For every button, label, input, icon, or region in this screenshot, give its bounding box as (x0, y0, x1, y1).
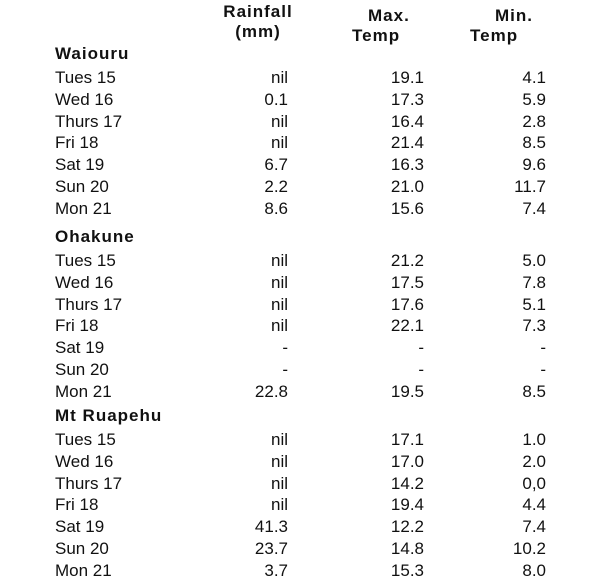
day-cell: Thurs 17 (55, 473, 123, 493)
min-temp-cell: 10.2 (512, 539, 546, 558)
max-temp-header (352, 6, 422, 46)
min-temp-cell: 8.5 (522, 381, 546, 401)
max-temp-cell: 22.1 (390, 316, 424, 336)
table-row (0, 198, 604, 220)
max-temp-cell: - (418, 360, 424, 379)
min-temp-cell: - (540, 338, 546, 358)
table-row (0, 89, 604, 111)
rainfall-cell: 6.7 (264, 155, 288, 175)
max-temp-cell: 15.6 (390, 198, 424, 218)
min-temp-header-line1: Min. (495, 6, 533, 25)
table-row (0, 359, 604, 381)
rainfall-cell: 0.1 (264, 89, 288, 109)
max-temp-header-line1: Max. (368, 6, 410, 25)
max-temp-cell: 21.2 (390, 251, 424, 270)
min-temp-cell: 2.8 (522, 111, 546, 131)
max-temp-cell: 12.2 (390, 517, 424, 537)
max-temp-cell: 17.5 (390, 272, 424, 292)
rainfall-cell: nil (270, 473, 288, 493)
rainfall-cell: nil (270, 294, 288, 314)
rainfall-cell: nil (270, 272, 288, 292)
rainfall-cell: nil (270, 430, 288, 449)
day-cell: Sun 20 (55, 177, 109, 196)
table-row (0, 337, 604, 359)
rainfall-cell: nil (270, 133, 288, 153)
day-cell: Thurs 17 (55, 294, 123, 314)
table-row (0, 154, 604, 176)
station-heading: Waiouru (55, 44, 130, 63)
rainfall-cell: nil (270, 495, 288, 515)
rainfall-cell: 8.6 (264, 198, 288, 218)
table-row (0, 250, 604, 272)
max-temp-cell: 21.0 (390, 177, 424, 196)
min-temp-cell: 5.1 (522, 294, 546, 314)
min-temp-cell: 4.4 (522, 495, 546, 515)
table-row (0, 67, 604, 89)
station-heading: Mt Ruapehu (55, 406, 163, 425)
day-cell: Wed 16 (55, 89, 114, 109)
min-temp-cell: 8.0 (522, 560, 546, 580)
max-temp-cell: 17.1 (390, 430, 424, 449)
rainfall-header-line1: Rainfall (223, 2, 293, 21)
max-temp-cell: 19.1 (390, 68, 424, 87)
rainfall-cell: nil (270, 68, 288, 87)
day-cell: Sun 20 (55, 360, 109, 379)
rainfall-cell: - (282, 338, 288, 358)
max-temp-cell: 17.3 (390, 89, 424, 109)
rainfall-cell: 22.8 (254, 381, 288, 401)
day-cell: Sat 19 (55, 338, 105, 358)
day-cell: Tues 15 (55, 251, 116, 270)
day-cell: Tues 15 (55, 68, 116, 87)
max-temp-cell: 21.4 (390, 133, 424, 153)
max-temp-cell: 17.0 (390, 451, 424, 471)
table-row (0, 381, 604, 403)
table-row (0, 111, 604, 133)
table-row (0, 294, 604, 316)
min-temp-cell: 8.5 (522, 133, 546, 153)
day-cell: Sat 19 (55, 517, 105, 537)
rainfall-cell: 2.2 (264, 177, 288, 196)
min-temp-cell: 1.0 (522, 430, 546, 449)
day-cell: Thurs 17 (55, 111, 123, 131)
max-temp-cell: 16.3 (390, 155, 424, 175)
min-temp-cell: 7.8 (522, 272, 546, 292)
rainfall-cell: nil (270, 451, 288, 471)
max-temp-header-line2: Temp (352, 26, 401, 45)
max-temp-cell: 19.4 (390, 495, 424, 515)
table-row (0, 132, 604, 154)
table-row (0, 451, 604, 473)
min-temp-cell: 11.7 (514, 177, 546, 196)
min-temp-cell: 4.1 (522, 68, 546, 87)
min-temp-header (470, 6, 533, 46)
day-cell: Mon 21 (55, 198, 112, 218)
max-temp-cell: 15.3 (390, 560, 424, 580)
min-temp-cell: 7.3 (522, 316, 546, 336)
table-row (0, 176, 604, 198)
day-cell: Sat 19 (55, 155, 105, 175)
max-temp-cell: - (418, 338, 424, 358)
table-row (0, 473, 604, 495)
table-row (0, 560, 604, 582)
min-temp-cell: - (540, 360, 546, 379)
day-cell: Sun 20 (55, 539, 109, 558)
max-temp-cell: 14.2 (390, 473, 424, 493)
min-temp-cell: 7.4 (522, 198, 546, 218)
table-row (0, 494, 604, 516)
rainfall-cell: 23.7 (254, 539, 288, 558)
min-temp-cell: 5.9 (522, 89, 546, 109)
min-temp-cell: 0,0 (522, 473, 546, 493)
rainfall-cell: nil (270, 316, 288, 336)
rainfall-header-line2: (mm) (235, 22, 281, 41)
day-cell: Mon 21 (55, 381, 112, 401)
min-temp-cell: 2.0 (522, 451, 546, 471)
day-cell: Fri 18 (55, 495, 99, 515)
station-heading: Ohakune (55, 227, 135, 246)
max-temp-cell: 14.8 (390, 539, 424, 558)
rainfall-cell: - (282, 360, 288, 379)
rainfall-header (213, 2, 303, 42)
rainfall-cell: nil (270, 111, 288, 131)
table-row (0, 516, 604, 538)
max-temp-cell: 16.4 (390, 111, 424, 131)
rainfall-cell: nil (270, 251, 288, 270)
min-temp-header-line2: Temp (470, 26, 519, 45)
min-temp-cell: 5.0 (522, 251, 546, 270)
min-temp-cell: 7.4 (522, 517, 546, 537)
day-cell: Wed 16 (55, 451, 114, 471)
min-temp-cell: 9.6 (522, 155, 546, 175)
table-row (0, 429, 604, 451)
max-temp-cell: 17.6 (390, 294, 424, 314)
rainfall-cell: 3.7 (264, 560, 288, 580)
day-cell: Mon 21 (55, 560, 112, 580)
day-cell: Tues 15 (55, 430, 116, 449)
table-row (0, 315, 604, 337)
day-cell: Fri 18 (55, 316, 99, 336)
rainfall-cell: 41.3 (254, 517, 288, 537)
table-row (0, 538, 604, 560)
max-temp-cell: 19.5 (390, 381, 424, 401)
day-cell: Fri 18 (55, 133, 99, 153)
table-row (0, 272, 604, 294)
day-cell: Wed 16 (55, 272, 114, 292)
